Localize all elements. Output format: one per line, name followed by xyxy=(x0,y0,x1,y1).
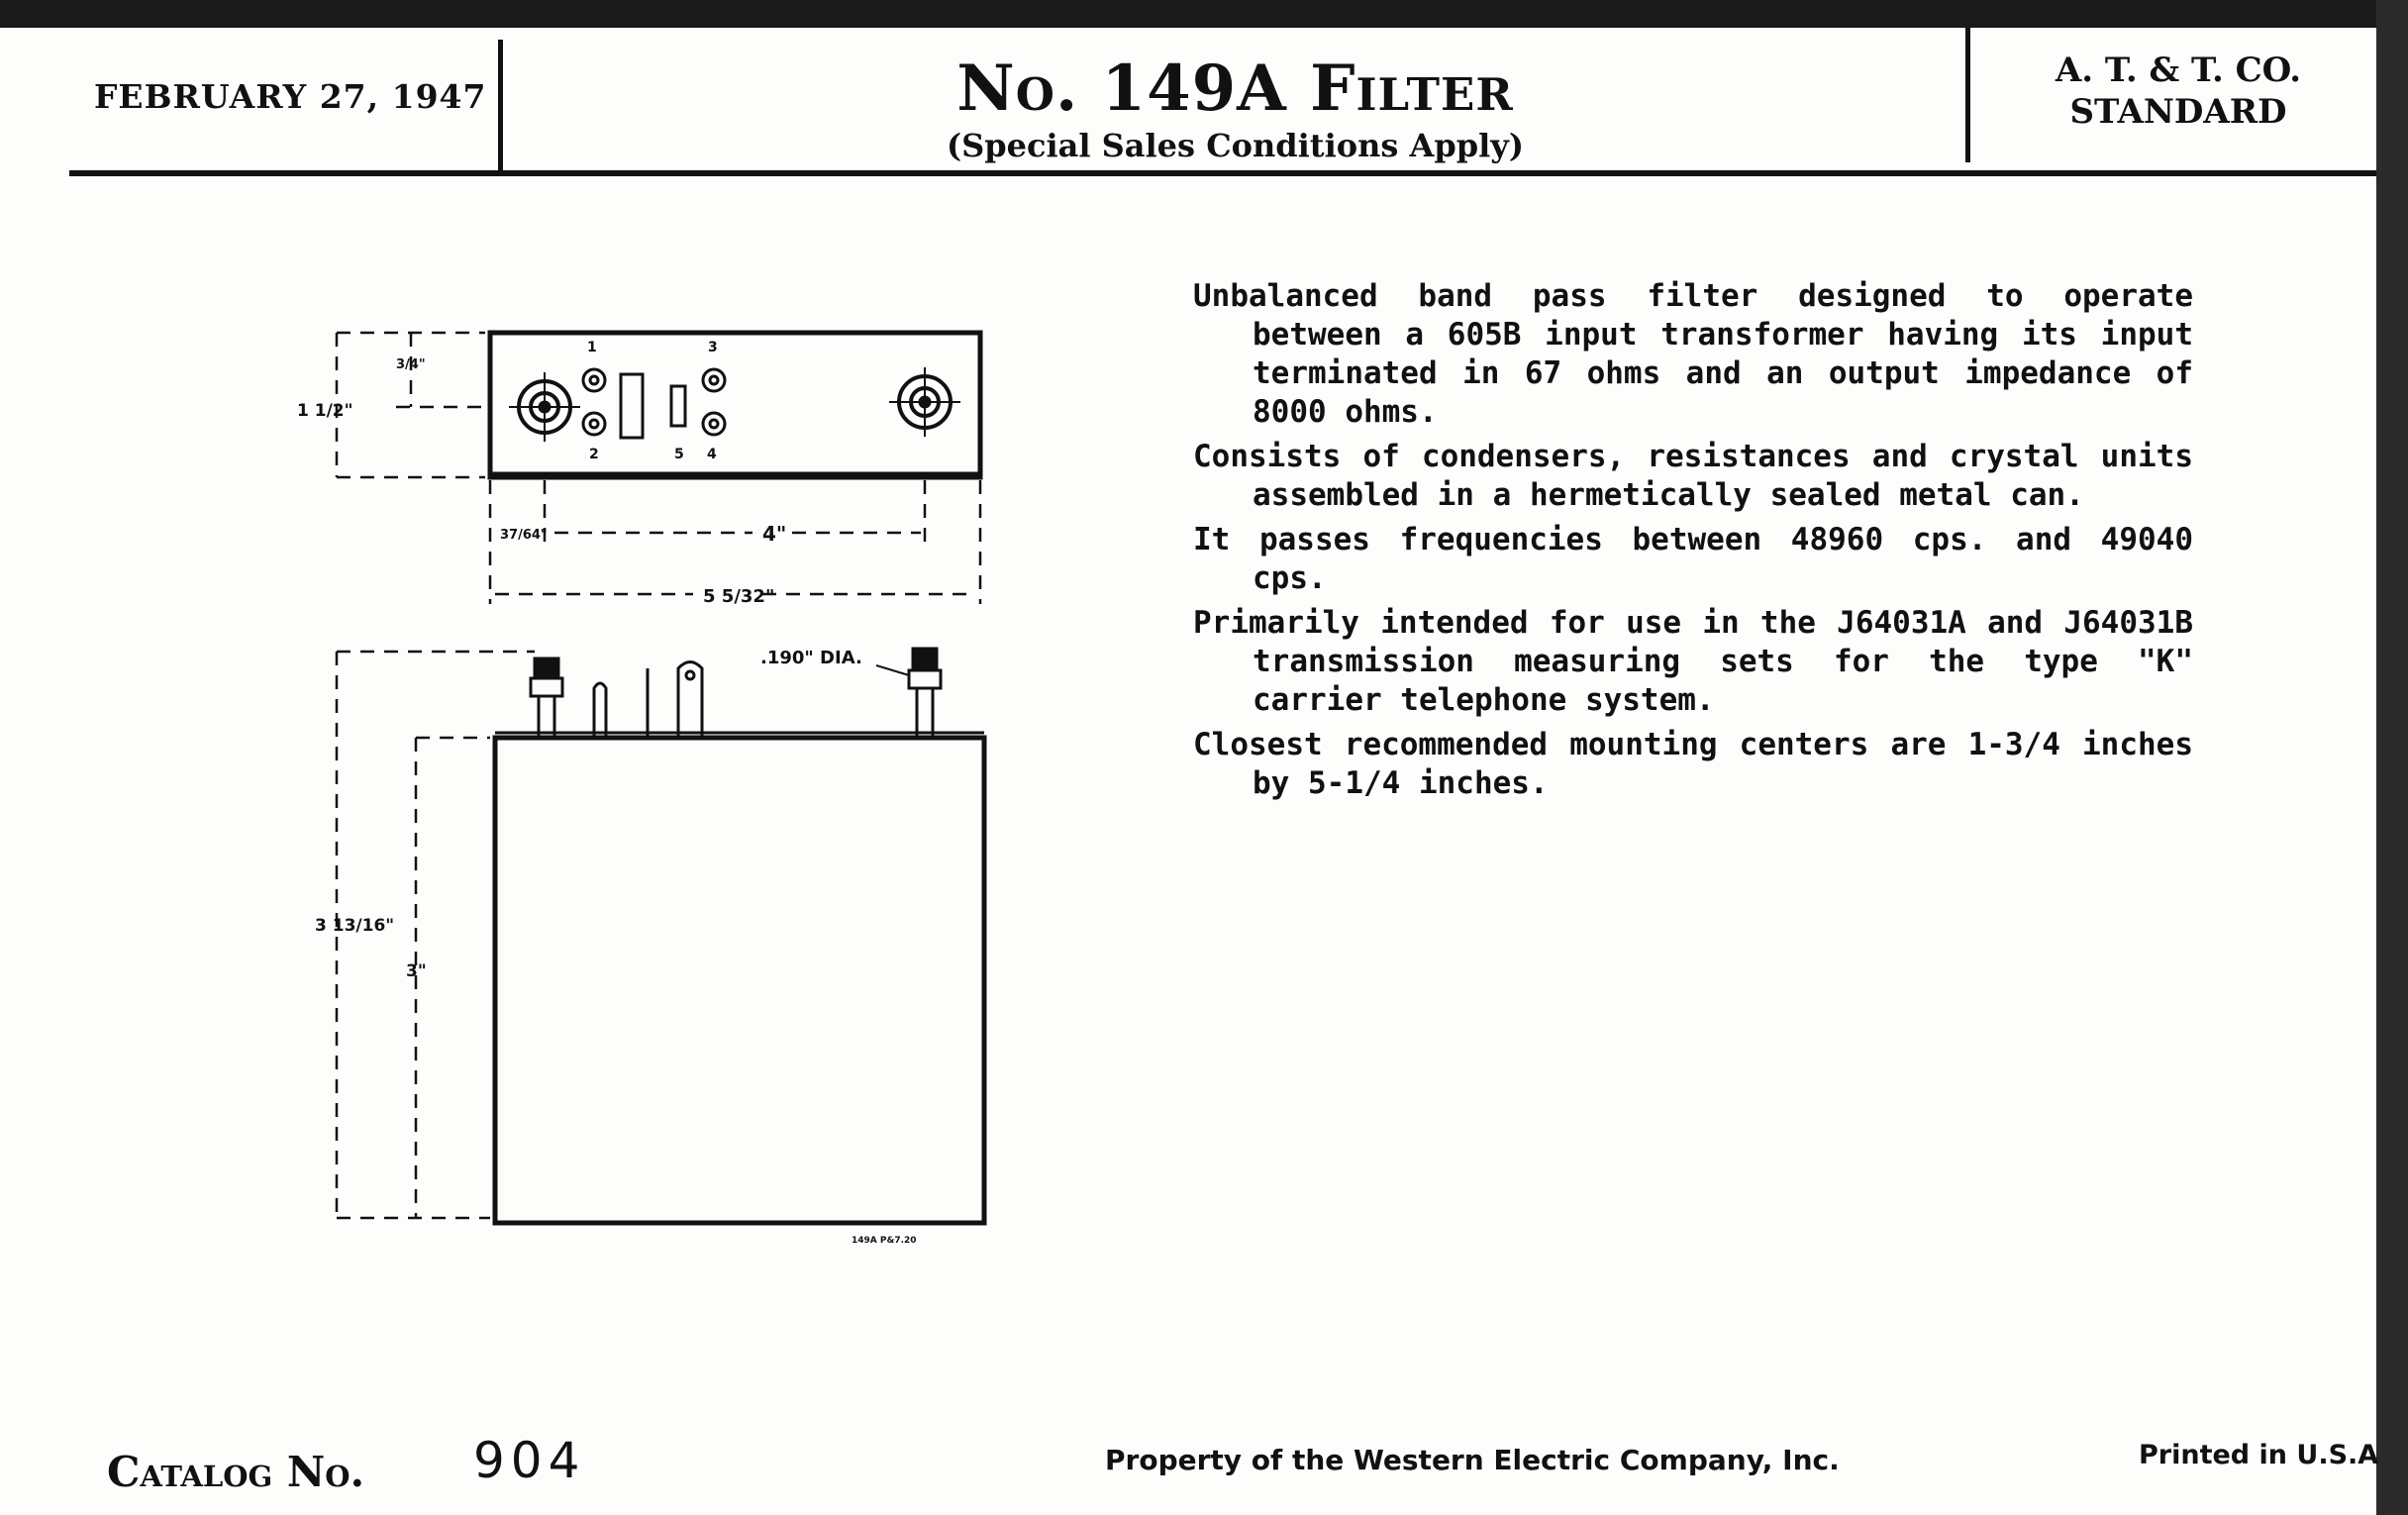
description-paragraph: Unbalanced band pass filter designed to operate between a 605B input transformer having its input terminated in 67 ohms and an output impedance of 8000 ohms. xyxy=(1193,278,2193,430)
dim-total-height: 3 13/16" xyxy=(315,916,395,936)
left-stud-icon xyxy=(509,372,580,442)
dim-centers: 4" xyxy=(762,522,787,546)
right-stud-icon xyxy=(889,367,960,437)
top-view-outline xyxy=(490,333,980,477)
description-paragraph: It passes frequencies between 48960 cps. and 49040 cps. xyxy=(1193,522,2193,596)
dim-width: 5 5/32" xyxy=(703,586,775,607)
header-divider-right xyxy=(1965,28,1970,162)
terminal-label-1: 1 xyxy=(587,340,597,355)
header-date: FEBRUARY 27, 1947 xyxy=(94,77,487,116)
scan-edge xyxy=(2376,0,2408,1515)
catalog-label: Catalog No. xyxy=(107,1448,365,1496)
page-title: No. 149A Filter xyxy=(956,51,1514,126)
standard-line-2: STANDARD xyxy=(2069,92,2287,132)
technical-drawing xyxy=(297,307,1010,1252)
terminal-label-5: 5 xyxy=(674,447,684,462)
side-view-outline xyxy=(495,738,984,1223)
printed-notice: Printed in U.S.A xyxy=(2139,1440,2379,1470)
header-rule xyxy=(69,170,2376,176)
description-block xyxy=(1193,277,2193,809)
catalog-number: 904 xyxy=(473,1432,586,1489)
header-divider-left xyxy=(498,40,503,174)
terminal-label-2: 2 xyxy=(589,447,599,462)
description-paragraph: Closest recommended mounting centers are 1-3/4 inches by 5-1/4 inches. xyxy=(1193,727,2193,801)
dim-dia: .190" DIA. xyxy=(760,648,862,668)
standard-line-1: A. T. & T. CO. xyxy=(2055,50,2302,90)
terminal-label-4: 4 xyxy=(707,447,717,462)
property-notice: Property of the Western Electric Company, Inc. xyxy=(1105,1444,1840,1476)
page-subtitle: (Special Sales Conditions Apply) xyxy=(947,127,1524,164)
description-paragraph: Primarily intended for use in the J64031A and J64031B transmission measuring sets for the type "K" carrier telephone system. xyxy=(1193,605,2193,718)
standard-badge xyxy=(1980,50,2376,133)
description-paragraph: Consists of condensers, resistances and crystal units assembled in a hermetically sealed metal can. xyxy=(1193,439,2193,513)
dim-small-top: 3/4" xyxy=(396,357,426,372)
dim-can-height: 3" xyxy=(406,961,427,981)
side-stud-icon xyxy=(531,649,941,738)
dim-height-top: 1 1/2" xyxy=(297,401,353,421)
terminal-label-3: 3 xyxy=(708,340,718,355)
drawing-code: 149A P&7.20 xyxy=(852,1236,917,1246)
dim-offset: 37/64" xyxy=(500,528,548,543)
